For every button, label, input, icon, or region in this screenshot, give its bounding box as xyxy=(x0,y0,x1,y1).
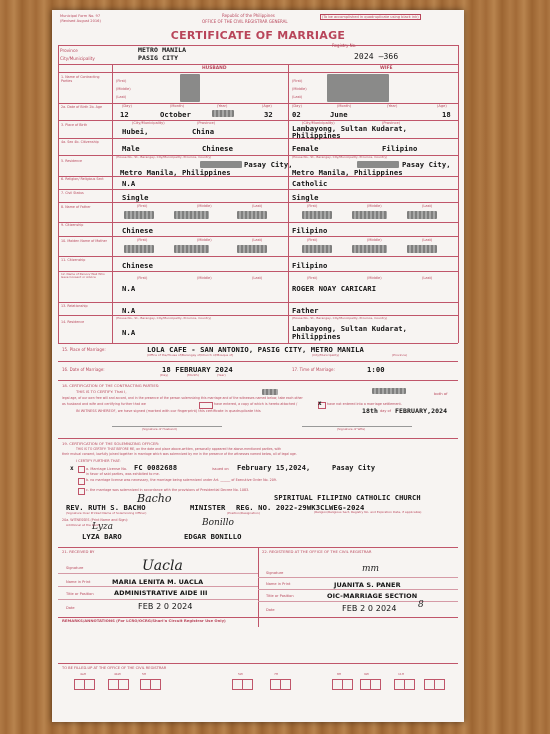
religious-sect: SPIRITUAL FILIPINO CATHOLIC CHURCH xyxy=(274,494,421,502)
time-of-marriage-label: 17. Time of Marriage: xyxy=(292,367,335,372)
received-by-heading: 21. RECEIVED BY xyxy=(62,549,95,554)
receiver-title: ADMINISTRATIVE AIDE III xyxy=(114,589,208,597)
license-issue-place: Pasay City xyxy=(332,464,376,472)
husband-residence: Pasay City, xyxy=(244,160,293,169)
wife-sex: Female xyxy=(292,144,319,153)
husband-residence-line2: Metro Manila, Philippines xyxy=(120,168,231,177)
husband-sex: Male xyxy=(122,144,140,153)
row-label-dob: 2a. Date of Birth 2b. Age xyxy=(61,105,103,109)
row-label-father: 8. Name of Father xyxy=(61,205,91,209)
wife-residence: Pasay City, xyxy=(402,160,451,169)
registered-heading: 22. REGISTERED AT THE OFFICE OF THE CIVIL REGISTRAR xyxy=(262,549,372,554)
row-label-consent: 12. Name of Person/ Wali Who Gave Consent or Advice xyxy=(61,272,105,280)
solemnizer-heading: 19. CERTIFICATION OF THE SOLEMNIZING OFFICER: xyxy=(62,441,160,446)
remarks-heading: REMARKS/ANNOTATIONS (For LCRO/OCRG/Shari'a Circuit Registrar Use Only) xyxy=(62,618,226,623)
province-value: METRO MANILA xyxy=(138,46,187,54)
wife-mother-citizenship: Filipino xyxy=(292,261,328,270)
solemnizer-position: MINISTER xyxy=(190,503,226,512)
row-label-mother-citizenship: 11. Citizenship xyxy=(61,258,86,262)
row-label-mother: 10. Maiden Name of Mother xyxy=(61,239,107,243)
solemnizer-signature: Bacho xyxy=(137,492,172,505)
row-label-consent-residence: 14. Residence xyxy=(61,320,85,324)
place-of-marriage: LOLA CAFE - SAN ANTONIO, PASIG CITY, METRO MANILA xyxy=(147,345,364,354)
row-label-civil-status: 7. Civil Status xyxy=(61,191,84,195)
registrar-name: JUANITA S. PANER xyxy=(334,581,401,589)
place-of-marriage-label: 15. Place of Marriage: xyxy=(62,347,106,352)
wife-religion: Catholic xyxy=(292,179,328,188)
province-label: Province xyxy=(60,48,78,53)
row-label-residence: 5. Residence xyxy=(61,159,83,163)
husband-religion: N.A xyxy=(122,179,136,188)
wife-residence-line2: Metro Manila, Philippines xyxy=(292,168,403,177)
republic-label: Republic of the Philippines xyxy=(222,13,275,18)
row-label-name: 1. Name of Contracting Parties xyxy=(61,75,100,83)
husband-birth-month: October xyxy=(160,110,191,119)
solemnizer-registry-no: REG. NO. 2022-29WK3CLWEG-2024 xyxy=(236,503,365,512)
form-revision: (Revised August 2016) xyxy=(60,19,101,23)
signing-month-year: FEBRUARY,2024 xyxy=(395,407,448,415)
city-value: PASIG CITY xyxy=(138,54,179,62)
date-of-marriage: 18 FEBRUARY 2024 xyxy=(162,365,233,374)
wife-signature-label: (Signature of Wife) xyxy=(337,427,366,431)
office-label: OFFICE OF THE CIVIL REGISTRAR GENERAL xyxy=(202,19,288,24)
registered-date: FEB 2 0 2024 xyxy=(342,604,397,613)
certification-parties-heading: 18. CERTIFICATION OF THE CONTRACTING PARTIES: xyxy=(62,383,160,388)
received-date: FEB 2 0 2024 xyxy=(138,602,193,611)
wife-consent-person: ROGER NOAY CARICARI xyxy=(292,284,377,293)
husband-citizenship: Chinese xyxy=(202,144,233,153)
husband-father-citizenship: Chinese xyxy=(122,226,153,235)
wife-birth-day: 02 xyxy=(292,110,301,119)
option-b-checkbox[interactable] xyxy=(78,478,85,485)
registry-number: 2024 –366 xyxy=(354,52,399,61)
option-a-checkbox[interactable] xyxy=(78,466,85,473)
witness-2-name: EDGAR BONILLO xyxy=(184,532,242,541)
date-of-marriage-label: 16. Date of Marriage: xyxy=(62,367,105,372)
wife-consent-residence-line2: Philippines xyxy=(292,332,341,341)
redacted-husband-name xyxy=(180,74,200,102)
husband-column-heading: HUSBAND xyxy=(202,66,227,71)
marriage-certificate-sheet: Municipal Form No. 97 (Revised August 2016) Republic of the Philippines OFFICE OF THE CIVIL REGISTRAR GENERAL (To be accomplished in quadruplicate using black ink) CERTIFICATE OF MARRIAGE Province METRO MANILA City/Municipality PASIG CITY Registry No. 2024 –366 HUSBAND WIFE 1. Name of Contracting Parties 2a. Date of Birth 2b. Age 3. Place of Birth 4a. Sex 4b. Citizenship 5. Residence 6. Religion/ Religious Sect 7. Civil Status 8. Name of Father 9. Citizenship 10. Maiden Name of Mother 11. Citizenship 12. Name of Person/ Wali Who Gave Consent or Advice 13. Relationship 14. Residence (First) (Middle) (Last) (First) (Middle) (Last) (Day) (Month) (Year) (Age) 12 October 32 (Day) (Month) (Year) (Age) 02 June 18 (City/Municipality) (Province) Hubei, China (City/Municipality) (Province) Lambayong, Sultan Kudarat, Philippines Male Chinese Female Filipino (House No., St., Barangay, City/Municipality, Province, Country) Pasay City, Metro Manila, Philippines (House No., St., Barangay, City/Municipality, Province, Country) Pasay City, Metro Manila, Philippines N.A Catholic Single Single (First) (Middle) (Last) (First) (Middle) (Last) Chinese Filipino (First) (Middle) (Last) (First) (Middle) (Last) Chinese Filipino (First) (Middle) (Last) N.A (First) (Middle) (Last) ROGER NOAY CARICARI N.A Father (House No., St., Barangay, City/Municipality, Province, Country) N.A (House No., St., Barangay, City/Municipality, Province, Country) Lambayong, Sultan Kudarat, Philippines 15. Place of Marriage: LOLA CAFE - SAN ANTONIO, PASIG CITY, METRO MANILA (Office of the/House of/Barangay of/Church of/Mosque of) (City/Municipality) (Province) 16. Date of Marriage: 18 FEBRUARY 2024 (Day) (Month) (Year) 17. Time of Marriage: 1:00 18. CERTIFICATION OF THE CONTRACTING PARTIES: THIS IS TO CERTIFY: That I, both of legal age, of our own free will and accord, and in the presence of the person solemnizing this marriage and of the witnesses named below, take each other as husband and wife and certifying further that we have entered, a copy of which is hereto attached / x have not entered into a marriage settlement. IN WITNESS WHEREOF, we have signed (marked with our fingerprint) this certificate in quadruplicate this 18th day of FEBRUARY,2024 (Signature of Husband) (Signature of Wife) 19. CERTIFICATION OF THE SOLEMNIZING OFFICER: THIS IS TO CERTIFY: THAT BEFORE ME, on the date and place above-written, personally appeared the above-mentioned parties, with their mutual consent, lawfully joined together in marriage which was solemnized by me in the presence of the witnesses named below, all of legal age. I CERTIFY FURTHER THAT: x a. Marriage License No. FC 0082688 issued on February 15,2024, Pasay City in favor of said parties, was exhibited to me. b. no marriage license was necessary, the marriage being solemnized under Art. ______ of Executive Order No. 209. c. the marriage was solemnized in accordance with the provisions of Presidential Decree No. 1083. SPIRITUAL FILIPINO CATHOLIC CHURCH Bacho REV. RUTH S. BACHO MINISTER REG. NO. 2022-29WK3CLWEG-2024 (Signature Over Printed Name of Solemnizing Officer) (Position/Designation) (Religion/Religious Sect, Registry No. and Expiration Date, if applicable) 20a. WITNESSES (Print Name and Sign): Additional at the back Lyza Bonillo LYZA BARO EDGAR BONILLO 21. RECEIVED BY Signature Name in Print Title or Position Date Uacla MARIA LENITA M. UACLA ADMINISTRATIVE AIDE III FEB 2 0 2024 22. REGISTERED AT THE OFFICE OF THE CIVIL REGISTRAR Signature Name in Print Title or Position Date mm JUANITA S. PANER OIC-MARRIAGE SECTION FEB 2 0 2024 8 REMARKS/ANNOTATIONS (For LCRO/OCRG/Shari'a Circuit Registrar Use Only) TO BE FILLED-UP AT THE OFFICE OF THE CIVIL REGISTRAR 4aH 4bW 5H 5W 7H 8H 9W 11H xyxy=(52,10,464,722)
wife-birthplace-country: Philippines xyxy=(292,131,341,140)
form-number: Municipal Form No. 97 xyxy=(60,14,101,18)
registrar-title: OIC-MARRIAGE SECTION xyxy=(327,592,418,600)
wife-birthplace-city: Lambayong, Sultan Kudarat, xyxy=(292,124,408,133)
husband-birthplace-country: China xyxy=(192,127,215,136)
husband-consent-person: N.A xyxy=(122,284,136,293)
husband-age: 32 xyxy=(264,110,273,119)
row-label-sex: 4a. Sex 4b. Citizenship xyxy=(61,140,99,144)
solemnizer-name: REV. RUTH S. BACHO xyxy=(66,503,146,512)
wife-age: 18 xyxy=(442,110,451,119)
registrar-signature: mm xyxy=(362,564,380,574)
row-label-religion: 6. Religion/ Religious Sect xyxy=(61,177,104,181)
signing-day: 18th xyxy=(362,407,379,415)
husband-mother-citizenship: Chinese xyxy=(122,261,153,270)
receiver-signature: Uacla xyxy=(142,558,183,574)
wife-birth-month: June xyxy=(330,110,348,119)
certificate-title: CERTIFICATE OF MARRIAGE xyxy=(170,29,346,42)
city-label: City/Municipality xyxy=(60,56,95,61)
row-label-birthplace: 3. Place of Birth xyxy=(61,123,88,127)
time-of-marriage: 1:00 xyxy=(367,365,385,374)
marriage-license-number: FC 0082688 xyxy=(134,464,178,472)
husband-consent-residence: N.A xyxy=(122,328,136,337)
quadruplicate-note: (To be accomplished in quadruplicate using black ink) xyxy=(322,15,419,19)
wife-father-citizenship: Filipino xyxy=(292,226,328,235)
wife-civil-status: Single xyxy=(292,193,319,202)
option-c-checkbox[interactable] xyxy=(78,488,85,495)
wife-consent-residence: Lambayong, Sultan Kudarat, xyxy=(292,324,408,333)
husband-consent-relationship: N.A xyxy=(122,306,136,315)
wife-column-heading: WIFE xyxy=(380,66,393,71)
husband-signature-label: (Signature of Husband) xyxy=(142,427,177,431)
registry-label: Registry No. xyxy=(332,43,357,48)
wife-consent-relationship: Father xyxy=(292,306,319,315)
husband-birth-day: 12 xyxy=(120,110,129,119)
receiver-name: MARIA LENITA M. UACLA xyxy=(112,578,204,586)
wife-citizenship: Filipino xyxy=(382,144,418,153)
redacted-wife-name xyxy=(327,74,389,102)
row-label-father-citizenship: 9. Citizenship xyxy=(61,223,84,227)
husband-civil-status: Single xyxy=(122,193,149,202)
witness-1-name: LYZA BARO xyxy=(82,532,122,541)
license-issue-date: February 15,2024, xyxy=(237,464,311,472)
settlement-entered-checkbox[interactable] xyxy=(199,402,213,409)
husband-birthplace-city: Hubei, xyxy=(122,127,149,136)
row-label-relationship: 13. Relationship xyxy=(61,304,88,308)
office-use-heading: TO BE FILLED-UP AT THE OFFICE OF THE CIVIL REGISTRAR xyxy=(62,666,167,670)
